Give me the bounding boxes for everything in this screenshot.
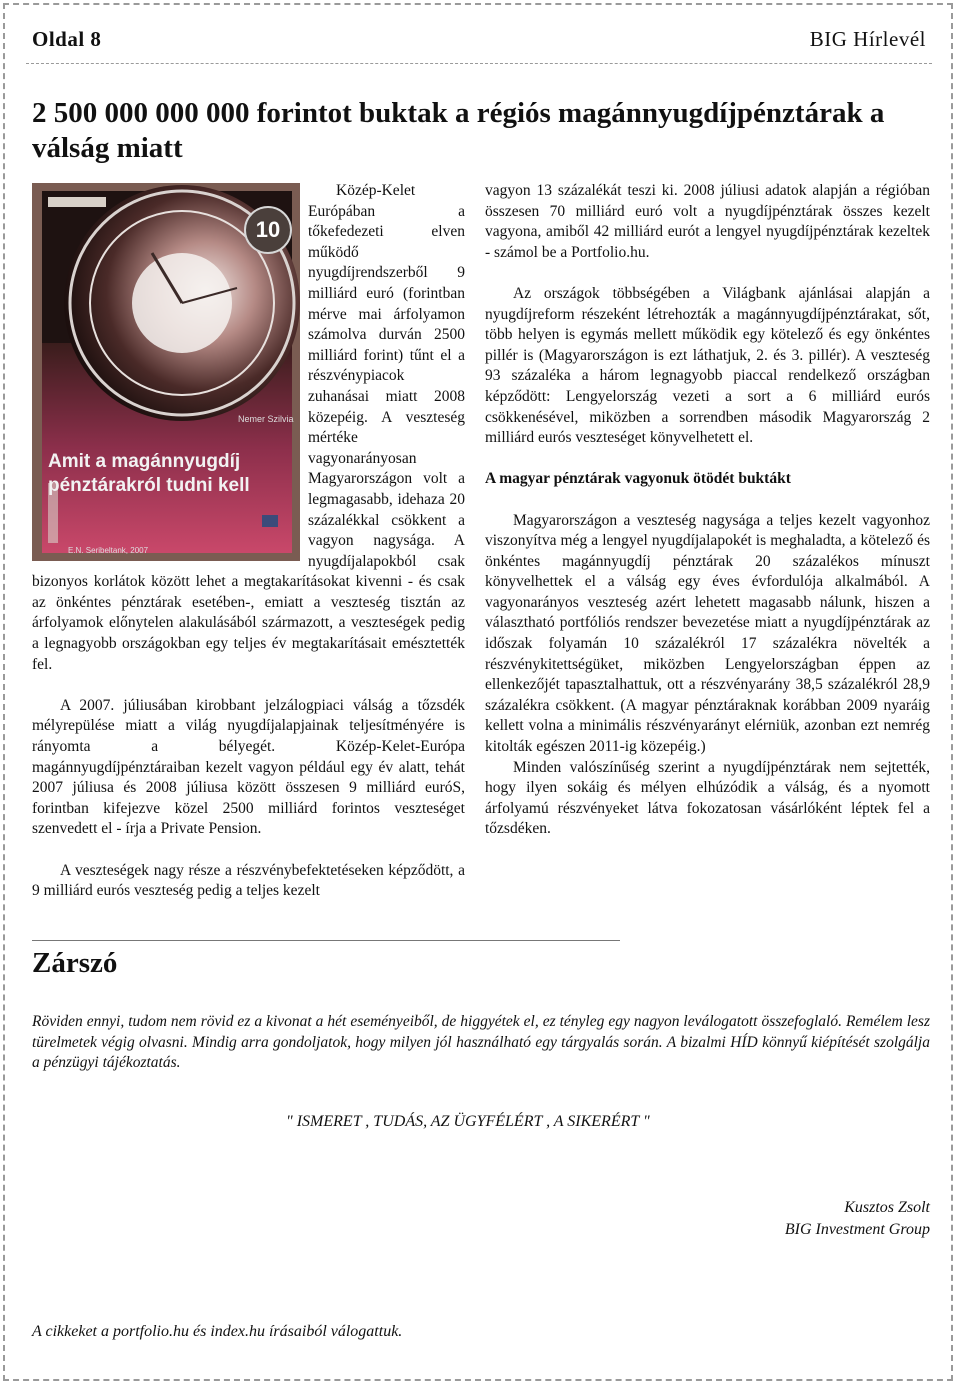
section-divider bbox=[32, 940, 620, 941]
header-divider bbox=[26, 63, 932, 64]
article-paragraph: A veszteségek nagy része a részvénybefektetéseken képződött, a 9 milliárd eurós veszteség pedig a teljes kezelt bbox=[32, 861, 465, 900]
article-paragraph: Magyarországon a veszteség nagysága a teljes kezelt vagyonhoz viszonyítva még a lengyel nyugdíjalapokét is meghaladta, a kötelező és önkéntes magánnyugdíj pénztárak 20 százalékos mínuszt könyvelhettek el a válság egy éves évfordulója alkalmából. A vagyonarányos veszteség azért lehetett magasabb nálunk, hiszen a választható portfóliós rendszer bevezetése miatt a nyugdíjpénztárak az időszak folyamán 10 százalékról 17 százalékra növelték a részvénykitettségüket, miközben Lengyelországban éppen az ellenkezőjét tapasztalhattuk, ott a részvényarány 38,5 százalékról 28,9 százalékra csökkent. (A magyar pénztáraknak korábban 2009 nyaráig kellett volna a minimális részvényarányt elérniük, azonban ezt nemrég kitolták egészen 2011-ig közepéig.) bbox=[485, 511, 930, 756]
closing-heading: Zárszó bbox=[32, 947, 118, 979]
page-number: Oldal 8 bbox=[32, 27, 102, 51]
article-title: 2 500 000 000 000 forintot buktak a régiós magánnyugdíjpénztárak a válság miatt bbox=[32, 97, 885, 164]
signature bbox=[785, 1197, 930, 1241]
source-note: A cikkeket a portfolio.hu és index.hu írásaiból válogattuk. bbox=[32, 1323, 403, 1340]
article-paragraph: Az országok többségében a Világbank ajánlásai alapján a nyugdíjreform részeként létrehozták a magánnyugdíjpénztárakat, sőt, több helyen is egymás mellett működik egy kötelező és egy önkéntes pillér is (Magyarországon is ezt láthatjuk, 2. és 3. pillér). A veszteség 93 százaléka a három legnagyobb piaccal rendelkező országban képződött: Lengyelország vezeti a sort a 6 milliárd eurós csökkenésével, miközben a sorrendben második Magyarország 2 milliárd eurós veszteséget könyvelhetett el. bbox=[485, 284, 930, 447]
signature-name: Kusztos Zsolt bbox=[844, 1199, 930, 1216]
book-title-line-1: Amit a magánnyugdíj bbox=[48, 451, 241, 472]
article-paragraph: vagyon 13 százalékát teszi ki. 2008 júliusi adatok alapján a régióban összesen 70 milliárd euró volt a nyugdíjpénztárak összes kezelt vagyona, amiből 42 milliárd eurót a lengyel nyugdíjpénztárak kezeltek - számol be a Portfolio.hu. bbox=[485, 182, 930, 261]
book-cover-image bbox=[32, 183, 300, 561]
signature-company: BIG Investment Group bbox=[784, 1221, 930, 1238]
closing-text: Röviden ennyi, tudom nem rövid ez a kivonat a hét eseményeiből, de higgyétek el, ez tényleg egy nagyon leválogatott összefoglaló. Remélem lesz türelmetek végig olvasni. Mindig arra gondoljatok, hogy milyen jól használható egy tárgyalás során. A bizalmi HÍD könnyű kiépítését szolgálja a pénzügyi tájékoztatás. bbox=[32, 1013, 930, 1072]
article-left-column bbox=[32, 181, 465, 902]
book-title-line-2: pénztárakról tudni kell bbox=[48, 475, 250, 496]
article-paragraph: Minden valószínűség szerint a nyugdíjpénztárak nem sejtették, hogy ilyen sokáig és mélyen elhúzódik a válság, és a nyomott árfolyamú részvényeket látva fokozatosan vásárlóként léptek fel a tőzsdéken. bbox=[485, 758, 930, 838]
newsletter-name: BIG Hírlevél bbox=[809, 27, 926, 51]
book-series-number: 10 bbox=[244, 206, 292, 254]
book-publisher: E.N. Seribeltank, 2007 bbox=[68, 546, 149, 555]
article-paragraph: A 2007. júliusában kirobbant jelzálogpiaci válság a tőzsdék mélyrepülése miatt a világ nyugdíjalapjainak teljesítményére is rányomta a bélyegét. Közép-Kelet-Európa magánnyugdíjpénztáraiban kezelt vagyon például egy év alatt, tehát 2007 júliusa és 2008 júliusa között összesen 9 milliárd euróS, forintban kifejezve közel 2500 milliárd forintos veszteséget szenvedett el - írja a Private Pension. bbox=[32, 696, 465, 838]
book-title bbox=[48, 450, 298, 498]
article-right-column bbox=[485, 181, 930, 840]
book-author: Nemer Szilvia bbox=[238, 414, 294, 424]
article-paragraph: Közép-Kelet Európában a tőkefedezeti elven működő nyugdíjrendszerből 9 milliárd euró (forintban mérve mai árfolyamon számolva durván 2500 milliárd forint) tűnt el a részvénypiacok zuhanásai miatt 2008 közepéig. A veszteség mértéke vagyonarányosan Magyarországon volt a legmagasabb, idehaza 20 százalékkal csökkent a vagyon nagysága. A nyugdíjalapokból csak bizonyos korlátok között lehet a megtakarításokat kivenni - és csak az önkéntes pénztárak esetében-, emiatt a veszteség tisztán az árfolyamok előnytelen alakulásából származott, a veszteségek pedig a legnagyobb országokban egy teljes év megtakarításait emésztették fel. bbox=[32, 182, 465, 673]
motto: " ISMERET , TUDÁS, AZ ÜGYFÉLÉRT , A SIKERÉRT " bbox=[286, 1113, 650, 1130]
article-subheading: A magyar pénztárak vagyonuk ötödét buktákt bbox=[485, 470, 791, 488]
